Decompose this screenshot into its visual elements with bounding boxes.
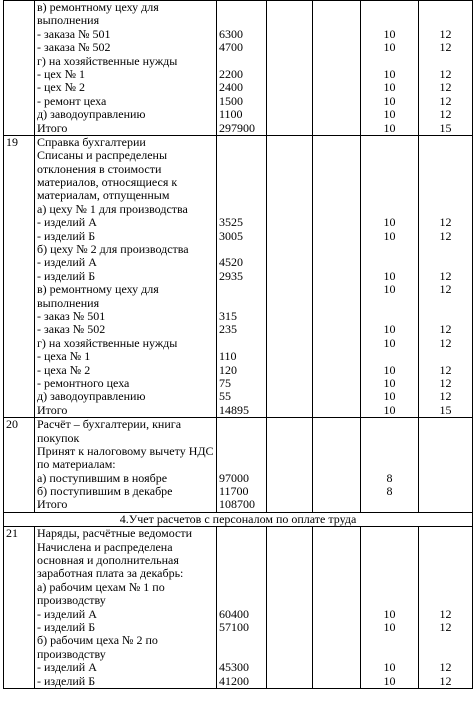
line-debit [363, 541, 416, 554]
line-credit [421, 176, 470, 189]
line-amount [219, 283, 264, 296]
line-debit: 10 [383, 120, 396, 135]
line-amount [219, 297, 264, 310]
line-credit [421, 350, 470, 363]
line-credit [421, 149, 470, 162]
line-amount [219, 176, 264, 189]
line-debit: 10 [383, 660, 396, 675]
line-amount [219, 189, 264, 202]
line-credit: 15 [439, 120, 452, 135]
entry-blank-1 [267, 1, 313, 136]
line-debit: 10 [383, 362, 396, 377]
entry-blank-1 [267, 418, 313, 513]
line-text: Итого [37, 497, 68, 512]
line-amount: 235 [219, 322, 237, 337]
line-text: - заказа № 501 [37, 26, 111, 41]
entry-amount [217, 135, 267, 417]
line-text: - изделий Б [37, 228, 96, 243]
line-credit: 12 [439, 66, 452, 81]
line-text: в) ремонтному цеху для [37, 0, 159, 14]
line-debit: 10 [383, 619, 396, 634]
line-text: материалов, относящиеся к [37, 175, 178, 190]
line-credit [421, 498, 470, 511]
line-debit: 10 [383, 93, 396, 108]
line-amount: 3525 [219, 215, 243, 230]
entry-debit [361, 1, 419, 136]
line-text: - цех № 2 [37, 80, 86, 95]
line-debit: 10 [383, 26, 396, 41]
line-debit [363, 432, 416, 445]
table-row [4, 527, 473, 689]
line-text: - изделий А [37, 215, 97, 230]
line-credit: 12 [439, 268, 452, 283]
entry-debit [361, 418, 419, 513]
line-debit [363, 55, 416, 68]
line-text: б) рабочим цеха № 2 по [37, 633, 158, 648]
line-debit: 10 [383, 282, 396, 297]
line-amount [219, 541, 264, 554]
line-debit [363, 567, 416, 580]
line-amount: 2200 [219, 66, 243, 81]
line-debit [363, 163, 416, 176]
line-credit [421, 554, 470, 567]
entry-amount [217, 1, 267, 136]
entry-credit [419, 527, 473, 689]
line-debit [363, 1, 416, 14]
line-text: д) заводоуправлению [37, 389, 146, 404]
line-amount [219, 136, 264, 149]
line-amount: 4700 [219, 40, 243, 55]
line-text: - заказ № 501 [37, 308, 106, 323]
line-text: д) заводоуправлению [37, 107, 146, 122]
line-text: б) поступившим в декабре [37, 484, 173, 499]
entry-description [35, 527, 217, 689]
entry-blank-1 [267, 135, 313, 417]
line-credit [421, 163, 470, 176]
entry-number [4, 1, 35, 136]
line-credit: 12 [439, 389, 452, 404]
line-text: материалам, отпущенным [37, 188, 170, 203]
line-amount [219, 648, 264, 661]
line-credit [421, 310, 470, 323]
entry-description [35, 1, 217, 136]
line-debit [363, 256, 416, 269]
line-amount [219, 163, 264, 176]
table-row [4, 135, 473, 417]
entry-credit [419, 135, 473, 417]
line-credit [421, 541, 470, 554]
line-amount: 1100 [219, 107, 243, 122]
entry-description [35, 418, 217, 513]
line-debit [363, 594, 416, 607]
line-debit: 10 [383, 66, 396, 81]
line-text: г) на хозяйственные нужды [37, 53, 178, 68]
line-credit [421, 55, 470, 68]
entry-credit [419, 418, 473, 513]
line-debit [363, 445, 416, 458]
entry-amount [217, 418, 267, 513]
line-text: а) поступившим в ноябре [37, 470, 168, 485]
line-credit [421, 458, 470, 471]
entry-blank-2 [313, 527, 361, 689]
line-amount [219, 1, 264, 14]
line-debit [363, 418, 416, 431]
line-credit: 15 [439, 402, 452, 417]
line-debit [363, 243, 416, 256]
line-credit: 12 [439, 673, 452, 688]
line-credit: 12 [439, 375, 452, 390]
line-credit: 12 [439, 282, 452, 297]
line-credit [421, 472, 470, 485]
line-text: Начислена и распределена [37, 539, 173, 554]
line-amount: 60400 [219, 606, 249, 621]
entry-amount [217, 527, 267, 689]
line-credit [421, 1, 470, 14]
line-text: Итого [37, 402, 68, 417]
line-credit [421, 136, 470, 149]
line-amount: 108700 [219, 497, 255, 512]
line-text: заработная плата за декабрь: [37, 566, 184, 581]
line-credit: 12 [439, 335, 452, 350]
line-amount: 315 [219, 308, 237, 323]
line-amount: 110 [219, 349, 237, 364]
line-text: - заказ № 502 [37, 322, 106, 337]
table-row [4, 1, 473, 136]
line-amount [219, 418, 264, 431]
line-debit: 8 [386, 484, 393, 499]
line-amount [219, 527, 264, 540]
line-amount: 57100 [219, 619, 249, 634]
line-text: по материалам: [37, 457, 116, 472]
entry-description [35, 135, 217, 417]
line-text: производству [37, 646, 106, 661]
line-text: производству [37, 593, 106, 608]
ledger-table [3, 0, 473, 689]
line-text: выполнения [37, 13, 100, 28]
line-amount [219, 458, 264, 471]
line-amount: 11700 [219, 484, 249, 499]
line-debit [363, 648, 416, 661]
line-credit [421, 297, 470, 310]
line-debit: 10 [383, 322, 396, 337]
entry-number [4, 418, 35, 513]
line-debit [363, 310, 416, 323]
line-credit [421, 432, 470, 445]
line-debit [363, 527, 416, 540]
table-row [4, 418, 473, 513]
line-debit: 10 [383, 107, 396, 122]
line-credit [421, 594, 470, 607]
line-text: в) ремонтному цеху для [37, 282, 159, 297]
line-credit [421, 634, 470, 647]
line-credit [421, 485, 470, 498]
line-debit [363, 14, 416, 27]
line-debit: 10 [383, 673, 396, 688]
line-text: а) цеху № 1 для производства [37, 201, 188, 216]
line-amount [219, 243, 264, 256]
line-credit: 12 [439, 80, 452, 95]
line-credit [421, 418, 470, 431]
line-credit: 12 [439, 228, 452, 243]
line-text: Списаны и распределены [37, 148, 168, 163]
line-debit: 10 [383, 335, 396, 350]
entry-blank-1 [267, 527, 313, 689]
entry-number [4, 135, 35, 417]
line-debit [363, 498, 416, 511]
line-credit [421, 256, 470, 269]
line-debit [363, 149, 416, 162]
line-credit: 12 [439, 362, 452, 377]
line-amount [219, 337, 264, 350]
line-text: - цеха № 1 [37, 349, 91, 364]
line-debit [363, 350, 416, 363]
line-text: - заказа № 502 [37, 40, 111, 55]
line-text: Принят к налоговому вычету НДС [37, 443, 214, 458]
line-credit [421, 567, 470, 580]
line-amount [219, 55, 264, 68]
line-amount: 2400 [219, 80, 243, 95]
line-text: г) на хозяйственные нужды [37, 335, 178, 350]
line-credit [421, 648, 470, 661]
line-text: а) рабочим цехам № 1 по [37, 579, 165, 594]
line-text: - ремонтного цеха [37, 375, 130, 390]
line-credit [421, 243, 470, 256]
line-text: Итого [37, 120, 68, 135]
line-credit: 12 [439, 93, 452, 108]
ledger-body-top [4, 1, 473, 513]
line-amount [219, 203, 264, 216]
line-credit [421, 445, 470, 458]
line-debit: 10 [383, 389, 396, 404]
line-text: - изделий Б [37, 268, 96, 283]
line-amount: 14895 [219, 402, 249, 417]
line-amount [219, 581, 264, 594]
line-amount: 297900 [219, 120, 255, 135]
ledger-section [4, 512, 473, 526]
line-text: - изделий А [37, 255, 97, 270]
line-debit: 10 [383, 228, 396, 243]
line-amount: 55 [219, 389, 231, 404]
entry-blank-2 [313, 135, 361, 417]
line-amount [219, 567, 264, 580]
line-debit [363, 203, 416, 216]
line-debit [363, 297, 416, 310]
line-credit: 12 [439, 26, 452, 41]
line-credit [421, 14, 470, 27]
entry-debit [361, 527, 419, 689]
line-text: - цех № 1 [37, 66, 86, 81]
entry-credit [419, 1, 473, 136]
line-debit [363, 554, 416, 567]
line-amount: 45300 [219, 660, 249, 675]
line-amount: 75 [219, 375, 231, 390]
line-text: выполнения [37, 295, 100, 310]
line-text: - изделий А [37, 606, 97, 621]
line-credit [421, 189, 470, 202]
line-text: - цеха № 2 [37, 362, 91, 377]
line-debit [363, 458, 416, 471]
line-credit: 12 [439, 322, 452, 337]
line-text: Наряды, расчётные ведомости [37, 526, 193, 541]
entry-number-text: 19 [6, 134, 18, 149]
line-amount: 2935 [219, 268, 243, 283]
line-debit: 10 [383, 402, 396, 417]
line-debit [363, 136, 416, 149]
line-debit: 10 [383, 268, 396, 283]
line-amount [219, 554, 264, 567]
line-amount: 4520 [219, 255, 243, 270]
line-debit: 10 [383, 40, 396, 55]
line-text: отклонения в стоимости [37, 161, 162, 176]
line-debit [363, 189, 416, 202]
line-credit [421, 203, 470, 216]
line-debit: 10 [383, 375, 396, 390]
line-text: Расчёт – бухгалтерии, книга [37, 417, 182, 432]
line-amount: 120 [219, 362, 237, 377]
entry-blank-2 [313, 1, 361, 136]
section-title: 4.Учет расчетов с персоналом по оплате труда [4, 512, 473, 526]
line-debit [363, 176, 416, 189]
line-debit: 10 [383, 80, 396, 95]
line-amount [219, 594, 264, 607]
line-text: основная и дополнительная [37, 553, 179, 568]
section-row [4, 512, 473, 526]
line-amount [219, 634, 264, 647]
entry-blank-2 [313, 418, 361, 513]
entry-number-text: 21 [6, 526, 18, 541]
line-amount [219, 445, 264, 458]
entry-number-text: 20 [6, 417, 18, 432]
line-credit: 12 [439, 215, 452, 230]
entry-number [4, 527, 35, 689]
line-debit [363, 581, 416, 594]
line-amount: 41200 [219, 673, 249, 688]
line-amount [219, 14, 264, 27]
line-debit: 8 [386, 470, 393, 485]
line-credit: 12 [439, 619, 452, 634]
line-text: Справка бухгалтерии [37, 134, 146, 149]
line-credit: 12 [439, 40, 452, 55]
ledger-body-bottom [4, 527, 473, 689]
line-credit: 12 [439, 606, 452, 621]
line-credit: 12 [439, 107, 452, 122]
line-debit [363, 634, 416, 647]
line-text: б) цеху № 2 для производства [37, 242, 189, 257]
line-debit: 10 [383, 606, 396, 621]
line-amount [219, 149, 264, 162]
line-credit [421, 527, 470, 540]
line-credit [421, 581, 470, 594]
line-text: - ремонт цеха [37, 93, 107, 108]
line-amount: 3005 [219, 228, 243, 243]
line-amount: 6300 [219, 26, 243, 41]
line-text: - изделий Б [37, 673, 96, 688]
line-text: - изделий А [37, 660, 97, 675]
line-amount [219, 432, 264, 445]
line-credit: 12 [439, 660, 452, 675]
entry-debit [361, 135, 419, 417]
line-debit: 10 [383, 215, 396, 230]
line-amount: 97000 [219, 470, 249, 485]
line-amount: 1500 [219, 93, 243, 108]
line-text: - изделий Б [37, 619, 96, 634]
line-text: покупок [37, 430, 80, 445]
